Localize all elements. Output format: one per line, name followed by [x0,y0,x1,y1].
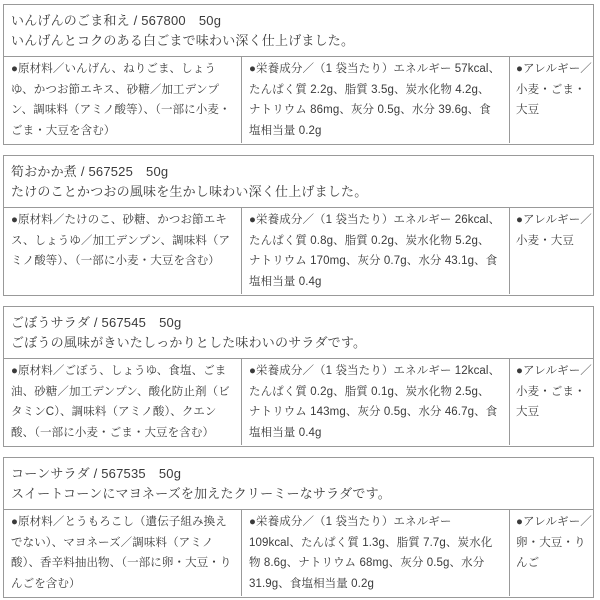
product-header [4,307,593,359]
product-header [4,458,593,510]
product-card [3,306,594,447]
product-description: スイートコーンにマヨネーズを加えたクリーミーなサラダです。 [11,486,391,501]
allergy-label: ●アレルギー／ [516,214,592,226]
product-card [3,155,594,296]
product-description: いんげんとコクのある白ごまで味わい深く仕上げました。 [11,33,355,48]
product-description: たけのことかつおの風味を生かし味わい深く仕上げました。 [11,184,368,199]
allergy-label: ●アレルギー／ [516,365,592,377]
title-separator: / [129,13,142,28]
product-detail-table [4,359,593,445]
ingredients-cell [4,510,241,596]
product-card [3,4,594,145]
product-name: 筍おかか煮 [11,164,78,179]
ingredients-text: いんげん、ねりごま、しょうゆ、かつお節エキス、砂糖／加工デンプン、調味料（アミノ酸等）、（一部に小麦・ごま・大豆を含む） [11,63,231,137]
product-code: 567800 [141,13,186,28]
allergy-text: 小麦・大豆 [516,234,574,247]
product-weight: 50g [159,315,182,330]
allergy-text: 卵・大豆・りんご [516,536,586,569]
allergy-label: ●アレルギー／ [516,63,592,75]
ingredients-text: たけのこ、砂糖、かつお節エキス、しょうゆ／加工デンプン、調味料（アミノ酸等）、（一部に小麦・大豆を含む） [11,214,231,267]
nutrition-text: （1 袋当たり）エネルギー 12kcal、たんぱく質 0.2g、脂質 0.1g、炭水化物 2.5g、ナトリウム 143mg、灰分 0.5g、水分 46.7g、食塩相当量 0.4g [249,365,501,439]
product-title [11,464,583,484]
product-detail-table [4,57,593,143]
product-header [4,156,593,208]
product-title [11,11,583,31]
title-separator: / [89,466,102,481]
ingredients-label: ●原材料／ [11,63,65,75]
ingredients-cell [4,57,241,143]
product-weight: 50g [146,164,169,179]
nutrition-text: （1 袋当たり）エネルギー 109kcal、たんぱく質 1.3g、脂質 7.7g、炭水化物 8.6g、ナトリウム 68mg、灰分 0.5g、水分 31.9g、食塩相当量 0.2g [249,516,493,590]
product-weight: 50g [158,466,182,481]
allergy-text: 小麦・ごま・大豆 [516,83,586,116]
product-description: ごぼうの風味がきいたしっかりとした味わいのサラダです。 [11,335,367,350]
allergy-text: 小麦・ごま・大豆 [516,385,586,418]
product-weight: 50g [198,13,222,28]
nutrition-label: ●栄養成分／ [249,516,315,528]
nutrition-cell [241,510,509,596]
ingredients-cell [4,208,241,294]
product-header [4,5,593,57]
product-name: コーンサラダ [11,466,90,481]
nutrition-cell [241,57,509,143]
product-name: ごぼうサラダ [11,315,91,330]
product-detail-table [4,208,593,294]
nutrition-label: ●栄養成分／ [249,63,315,75]
allergy-cell [509,208,593,294]
ingredients-text: ごぼう、しょうゆ、食塩、ごま油、砂糖／加工デンプン、酸化防止剤（ビタミンC）、調味料（アミノ酸）、クエン酸、（一部に小麦・ごま・大豆を含む） [11,365,230,439]
product-code: 567545 [101,315,147,330]
nutrition-cell [241,359,509,445]
ingredients-label: ●原材料／ [11,516,65,528]
product-card [3,457,594,598]
product-title [11,162,583,182]
product-name: いんげんのごま和え [11,13,130,28]
allergy-label: ●アレルギー／ [516,516,592,528]
allergy-cell [509,510,593,596]
nutrition-label: ●栄養成分／ [249,214,315,226]
ingredients-cell [4,359,241,445]
nutrition-cell [241,208,509,294]
ingredients-label: ●原材料／ [11,214,65,226]
allergy-cell [509,359,593,445]
product-code: 567525 [88,164,134,179]
product-title [11,313,583,333]
ingredients-text: とうもろこし（遺伝子組み換えでない）、マヨネーズ／調味料（アミノ酸）、香辛料抽出物、（一部に卵・大豆・りんごを含む） [11,516,232,590]
ingredients-label: ●原材料／ [11,365,65,377]
product-code: 567535 [101,466,146,481]
nutrition-text: （1 袋当たり）エネルギー 57kcal、たんぱく質 2.2g、脂質 3.5g、炭水化物 4.2g、ナトリウム 86mg、灰分 0.5g、水分 39.6g、食塩相当量 0.2g [249,63,501,137]
nutrition-text: （1 袋当たり）エネルギー 26kcal、たんぱく質 0.8g、脂質 0.2g、炭水化物 5.2g、ナトリウム 170mg、灰分 0.7g、水分 43.1g、食塩相当量 0.4g [249,214,501,288]
product-detail-table [4,510,593,596]
title-separator: / [77,164,89,179]
title-separator: / [90,315,102,330]
nutrition-label: ●栄養成分／ [249,365,315,377]
allergy-cell [509,57,593,143]
